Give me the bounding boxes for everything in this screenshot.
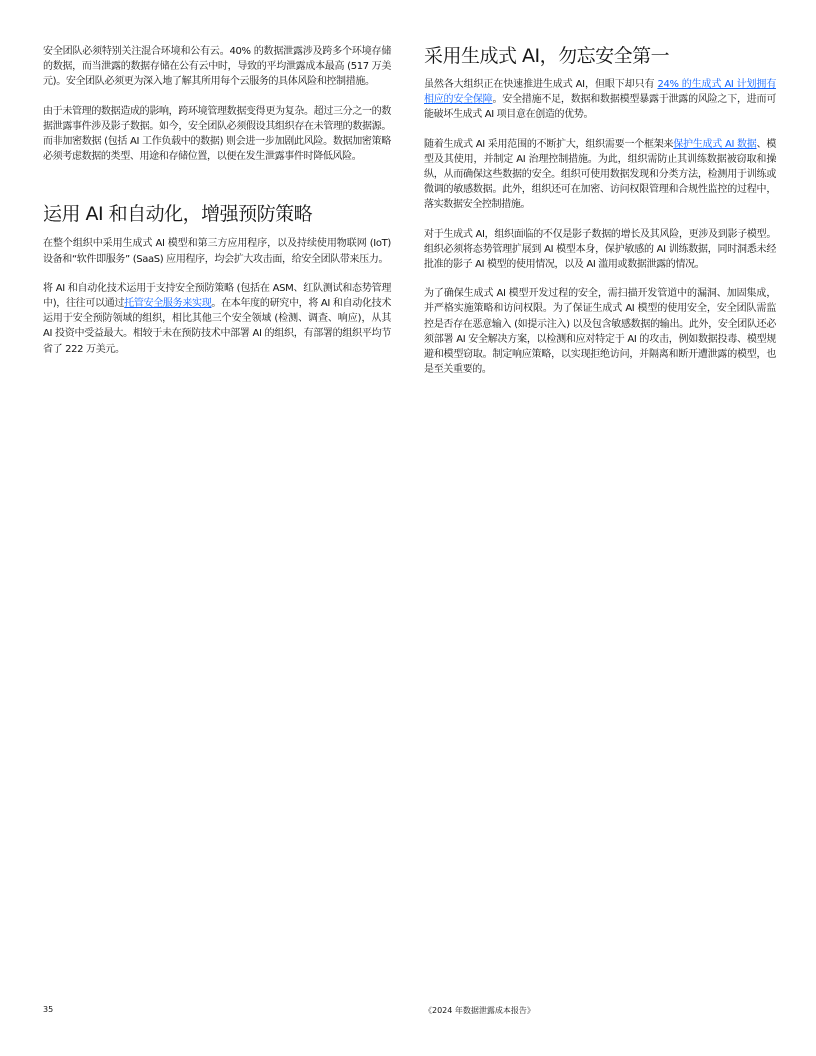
section-heading-generative-ai: 采用生成式 AI，勿忘安全第一 bbox=[424, 45, 670, 67]
report-title: 《2024 年数据泄露成本报告》 bbox=[424, 1006, 535, 1015]
paragraph-ai-prevention bbox=[43, 281, 391, 357]
text-segment: 。在本年度的研究中，将 AI 和自动化技术运用于安全预防领域的组织，相比其他三个安全领域 (检测、调查、响应)，从其 AI 投资中受益最大。相较于未在预防技术中部署 AI 的组织，有部署的组织平均节省了 222 万美元。 bbox=[43, 298, 391, 355]
paragraph-genai-adoption bbox=[424, 77, 776, 123]
text-segment: 虽然各大组织正在快速推进生成式 AI，但眼下却只有 bbox=[424, 79, 658, 90]
page-number: 35 bbox=[43, 1005, 54, 1014]
text-segment: 将 AI 和自动化技术运用于支持安全预防策略 (包括在 ASM、红队测试和态势管理中)，往往可以通过 bbox=[43, 282, 391, 310]
paragraph-model-security: 为了确保生成式 AI 模型开发过程的安全，需扫描开发管道中的漏洞、加固集成，并严格实施策略和访问权限。为了保证生成式 AI 模型的使用安全，安全团队需监控是否存在恶意输入 (如提示注入) 以及包含敏感数据的输出。此外，安全团队还必须部署 AI 安全解决方案，以检测和应对特定于 AI 的攻击，例如数据投毒、模型规避和模型窃取。制定响应策略，以实现拒绝访问，并隔离和断开遭泄露的模型，也是至关重要的。 bbox=[424, 288, 776, 376]
text-segment: 。安全措施不足，数据和数据模型暴露于泄露的风险之下，进而可能破坏生成式 AI 项目意在创造的优势。 bbox=[424, 94, 776, 121]
section-heading-ai-automation: 运用 AI 和自动化，增强预防策略 bbox=[43, 203, 313, 226]
left-column bbox=[43, 44, 391, 371]
paragraph-hybrid-cloud: 安全团队必须特别关注混合环境和公有云。40% 的数据泄露涉及跨多个环境存储的数据，而当泄露的数据存储在公有云中时，导致的平均泄露成本最高 (517 万美元)。安全团队必须更为深入地了解其所用每个云服务的具体风险和控制措施。 bbox=[43, 46, 391, 88]
text-segment: 随着生成式 AI 采用范围的不断扩大，组织需要一个框架来 bbox=[424, 138, 674, 150]
protect-genai-data-link[interactable]: 保护生成式 AI 数据 bbox=[673, 138, 757, 150]
text-segment: 、模型及其使用，并制定 AI 治理控制措施。为此，组织需防止其训练数据被窃取和操纵，从而确保这些数据的安全。组织可使用数据发现和分类方法，检测用于训练或微调的敏感数据。此外，组织还可在加密、访问权限管理和合规性监控的过程中，落实数据安全控制措施。 bbox=[424, 138, 776, 211]
paragraph-shadow-models: 对于生成式 AI，组织面临的不仅是影子数据的增长及其风险，更涉及到影子模型。组织必须将态势管理扩展到 AI 模型本身，保护敏感的 AI 训练数据，同时洞悉未经批准的影子 AI 模型的使用情况，以及 AI 滥用或数据泄露的情况。 bbox=[424, 228, 776, 271]
paragraph-genai-framework bbox=[424, 137, 776, 213]
right-column bbox=[424, 44, 776, 391]
genai-security-stat-link[interactable]: 24% 的生成式 AI 计划拥有相应的安全保障 bbox=[424, 79, 776, 106]
paragraph-shadow-data: 由于未管理的数据造成的影响，跨环境管理数据变得更为复杂。超过三分之一的数据泄露事件涉及影子数据。如今，安全团队必须假设其组织存在未管理的数据源。而非加密数据 (包括 AI 工作负载中的数据) 则会进一步加剧此风险。数据加密策略必须考虑数据的类型、用途和存储位置，以便在发生泄露事件时降低风险。 bbox=[43, 105, 391, 163]
paragraph-attack-surface: 在整个组织中采用生成式 AI 模型和第三方应用程序，以及持续使用物联网 (IoT) 设备和“软件即服务” (SaaS) 应用程序，均会扩大攻击面，给安全团队带来压力。 bbox=[43, 238, 391, 265]
managed-security-services-link[interactable]: 托管安全服务来实现 bbox=[124, 298, 212, 310]
